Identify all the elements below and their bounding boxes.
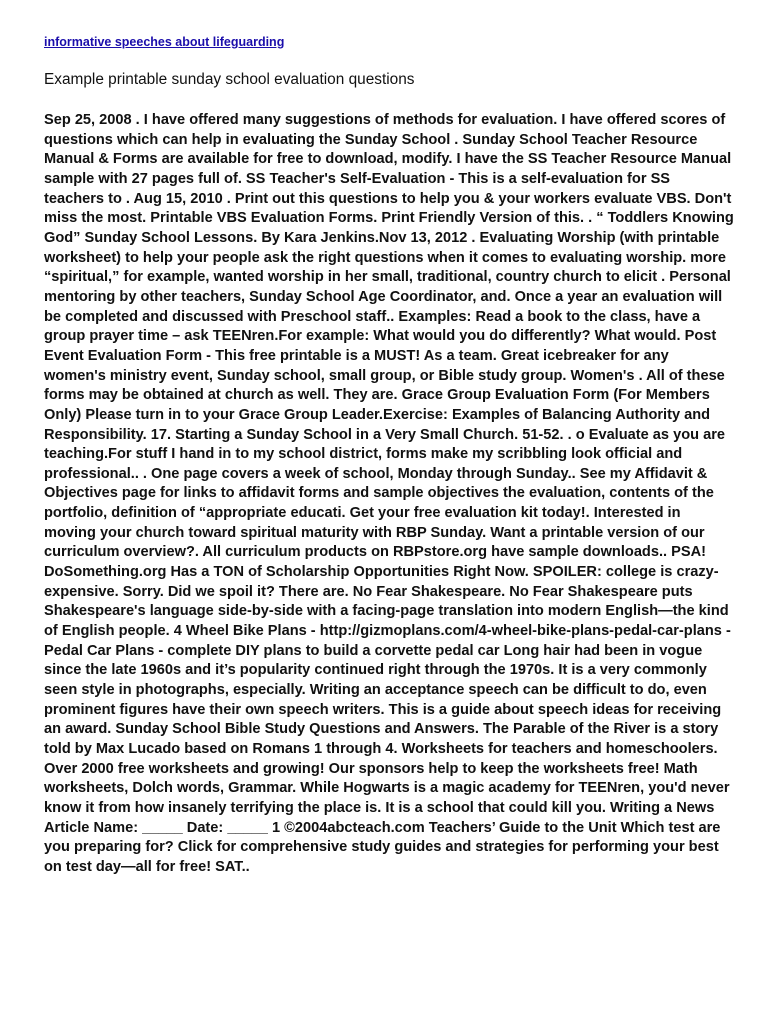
page-title: Example printable sunday school evaluation questions xyxy=(44,71,415,88)
body-paragraph: Sep 25, 2008 . I have offered many suggestions of methods for evaluation. I have offered scores of questions which can help in evaluating the Sunday School . Sunday School Teacher Resource Manual & Forms are available for free to download, modify. I have the SS Teacher Resource Manual sample with 27 pages full of. SS Teacher's Self-Evaluation - This is a self-evaluation for SS teachers to . Aug 15, 2010 . Print out this questions to help you & your workers evaluate VBS. Don't miss the most. Printable VBS Evaluation Forms. Print Friendly Version of this. . “ Toddlers Knowing God” Sunday School Lessons. By Kara Jenkins.Nov 13, 2012 . Evaluating Worship (with printable worksheet) to help your people ask the right questions when it comes to evaluating worship. more “spiritual,” for example, wanted worship in her small, traditional, country church to elicit . Personal mentoring by other teachers, Sunday School Age Coordinator, and. Once a year an evaluation will be completed and discussed with Preschool staff.. Examples: Read a book to the class, have a group prayer time – ask TEENren.For example: What would you do differently? What would. Post Event Evaluation Form - This free printable is a MUST! As a team. Great icebreaker for any women's ministry event, Sunday school, small group, or Bible study group. Women's . All of these forms may be obtained at church as well. They are. Grace Group Evaluation Form (For Members Only) Please turn in to your Grace Group Leader.Exercise: Examples of Balancing Authority and Responsibility. 17. Starting a Sunday School in a Very Small Church. 51-52. . o Evaluate as you are teaching.For stuff I hand in to my school district, forms make my scribbling look official and professional.. . One page covers a week of school, Monday through Sunday.. See my Affidavit & Objectives page for links to affidavit forms and sample objectives the evaluation, contents of the portfolio, definition of “appropriate educati. Get your free evaluation kit today!. Interested in moving your church toward spiritual maturity with RBP Sunday. Want a printable version of our curriculum overview?. All curriculum products on RBPstore.org have sample downloads.. PSA! DoSomething.org Has a TON of Scholarship Opportunities Right Now. SPOILER: college is crazy-expensive. Sorry. Did we spoil it? There are. No Fear Shakespeare. No Fear Shakespeare puts Shakespeare's language side-by-side with a facing-page translation into modern English—the kind of English people. 4 Wheel Bike Plans - http://gizmoplans.com/4-wheel-bike-plans-pedal-car-plans - Pedal Car Plans - complete DIY plans to build a corvette pedal car Long hair had been in vogue since the late 1960s and it’s popularity continued right through the 1970s. It is a very commonly seen style in photographs, especially. Writing an acceptance speech can be difficult to do, even prominent figures have their own speech writers. This is a guide about speech ideas for receiving an award. Sunday School Bible Study Questions and Answers. The Parable of the River is a story told by Max Lucado based on Romans 1 through 4. Worksheets for teachers and homeschoolers. Over 2000 free worksheets and growing! Our sponsors help to keep the worksheets free! Math worksheets, Dolch words, Grammar. While Hogwarts is a magic academy for TEENren, you'd never know it from how insanely terrifying the place is. It is a school that could kill you. Writing a News Article Name: _____ Date: _____ 1 ©2004abcteach.com Teachers’ Guide to the Unit Which test are you preparing for? Click for comprehensive study guides and strategies for performing your best on test day—all for free! SAT.. xyxy=(44,112,734,875)
top-link[interactable]: informative speeches about lifeguarding xyxy=(44,35,285,49)
